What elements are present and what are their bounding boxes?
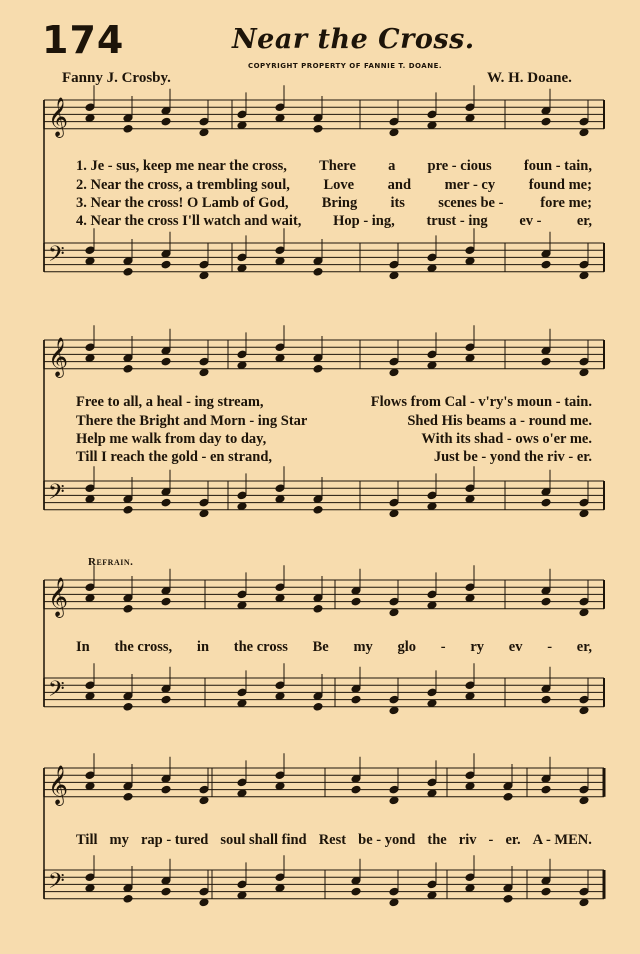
lyric-line-2: 2. Near the cross, a trembling soul, Love and mer - cy found me; (76, 177, 592, 193)
svg-text:𝄞: 𝄞 (48, 577, 69, 617)
svg-text:𝄢: 𝄢 (48, 869, 65, 899)
lyric-line-8: Till I reach the gold - en strand, Just be - yond the riv - er. (76, 449, 592, 465)
lyric-line-3: 3. Near the cross! O Lamb of God, Bring its scenes be - fore me; (76, 195, 592, 211)
svg-text:𝄢: 𝄢 (48, 480, 65, 510)
svg-text:𝄞: 𝄞 (48, 97, 69, 137)
hymn-title: Near the Cross. (232, 24, 475, 55)
refrain-label: Refrain. (88, 556, 134, 568)
lyric-line-7: Help me walk from day to day, With its shad - ows o'er me. (76, 431, 592, 447)
lyric-line-10: Till my rap - tured soul shall find Rest be - yond the riv - er. A - MEN. (76, 832, 592, 848)
svg-text:𝄢: 𝄢 (48, 242, 65, 272)
lyricist: Fanny J. Crosby. (62, 70, 171, 86)
svg-text:𝄞: 𝄞 (48, 765, 69, 805)
lyric-line-5: Free to all, a heal - ing stream, Flows from Cal - v'ry's moun - tain. (76, 394, 592, 410)
lyric-line-6: There the Bright and Morn - ing Star Shed His beams a - round me. (76, 413, 592, 429)
lyric-line-9: In the cross, in the cross Be my glo - ry ev - er, (76, 639, 592, 655)
hymn-number: 174 (42, 18, 125, 62)
lyric-line-4: 4. Near the cross I'll watch and wait, Hop - ing, trust - ing ev - er, (76, 213, 592, 229)
copyright-notice: COPYRIGHT PROPERTY OF FANNIE T. DOANE. (247, 62, 443, 70)
composer: W. H. Doane. (487, 70, 572, 86)
svg-text:𝄢: 𝄢 (48, 677, 65, 707)
lyric-line-1: 1. Je - sus, keep me near the cross, There a pre - cious foun - tain, (76, 158, 592, 174)
svg-text:𝄞: 𝄞 (48, 337, 69, 377)
